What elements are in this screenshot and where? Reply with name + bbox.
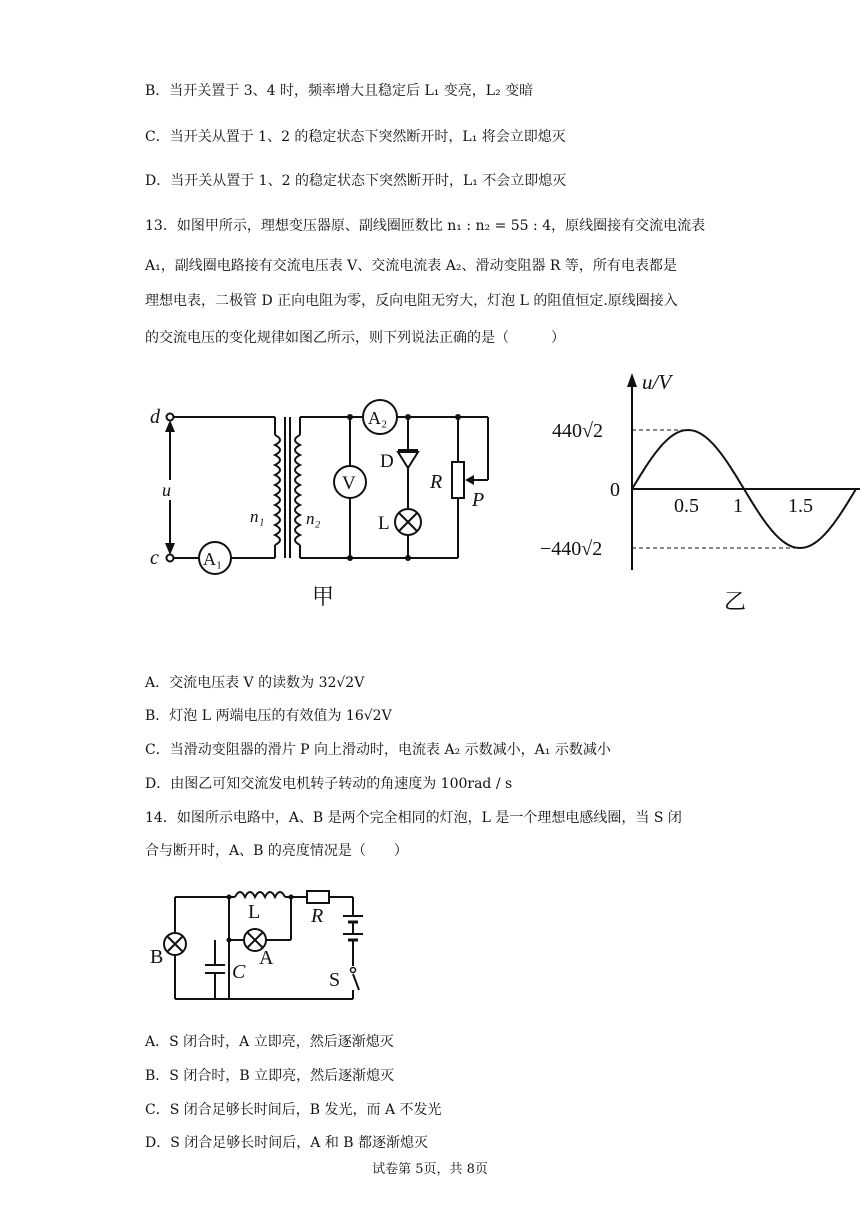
terminal-c-label: c — [150, 547, 159, 569]
axis-u-label: u/V — [642, 370, 672, 394]
diode-d-label: D — [380, 451, 394, 472]
n1-label: n₁ — [250, 507, 265, 526]
q12-option-d: D．当开关从置于 1、2 的稳定状态下突然断开时，L₁ 不会立即熄灭 — [145, 173, 567, 189]
inductor-circuit-figure — [145, 880, 375, 1010]
q13-option-b: B．灯泡 L 两端电压的有效值为 16√2V — [145, 708, 392, 724]
voltmeter-v-label: V — [342, 473, 356, 494]
lamp-l-label: L — [378, 513, 390, 534]
rheostat-r-label: R — [430, 471, 443, 493]
resistor-r-label: R — [311, 905, 324, 927]
switch-s-label: S — [329, 969, 341, 991]
n2-label: n₂ — [306, 509, 321, 528]
q13-option-c: C．当滑动变阻器的滑片 P 向上滑动时，电流表 A₂ 示数减小，A₁ 示数减小 — [145, 742, 611, 758]
figure-yi-caption: 乙 — [724, 589, 747, 614]
lamp-a-label: A — [259, 947, 274, 969]
transformer-circuit-figure — [140, 390, 510, 620]
q13-stem-line1: 13．如图甲所示，理想变压器原、副线圈匝数比 n₁ : n₂ = 55 : 4，原线圈接有交流电流表 — [145, 218, 706, 234]
lamp-b-label: B — [150, 946, 164, 968]
tick-min-label: −440√2 — [540, 538, 603, 560]
slider-p-label: P — [472, 489, 485, 511]
capacitor-c-label: C — [232, 961, 246, 983]
q13-option-d: D．由图乙可知交流发电机转子转动的角速度为 100rad / s — [145, 776, 513, 792]
ammeter-a2-label: A₂ — [368, 408, 388, 428]
q13-stem-line3: 理想电表，二极管 D 正向电阻为零，反向电阻无穷大，灯泡 L 的阻值恒定.原线圈接入 — [145, 293, 678, 309]
terminal-d-label: d — [150, 406, 160, 428]
q14-stem-line1: 14．如图所示电路中，A、B 是两个完全相同的灯泡，L 是一个理想电感线圈，当 S 闭 — [145, 810, 682, 826]
page-footer: 试卷第 5页，共 8页 — [372, 1162, 488, 1177]
tick-x-0: 0.5 — [674, 495, 699, 517]
q14-option-b: B．S 闭合时，B 立即亮，然后逐渐熄灭 — [145, 1068, 395, 1084]
q13-stem-line4: 的交流电压的变化规律如图乙所示，则下列说法正确的是（ ） — [145, 330, 565, 346]
q12-option-b: B．当开关置于 3、4 时，频率增大且稳定后 L₁ 变亮，L₂ 变暗 — [145, 83, 534, 99]
tick-x-1: 1 — [733, 495, 743, 517]
q14-option-a: A．S 闭合时，A 立即亮，然后逐渐熄灭 — [145, 1034, 394, 1050]
q14-stem-line2: 合与断开时，A、B 的亮度情况是（ ） — [145, 843, 408, 859]
tick-x-2: 1.5 — [788, 495, 813, 517]
q12-option-c: C．当开关从置于 1、2 的稳定状态下突然断开时，L₁ 将会立即熄灭 — [145, 129, 566, 145]
origin-label: 0 — [610, 479, 620, 501]
figure-jia-caption: 甲 — [312, 584, 335, 609]
voltage-waveform-figure — [540, 365, 860, 615]
q13-option-a: A．交流电压表 V 的读数为 32√2V — [145, 675, 365, 691]
inductor-l-label: L — [248, 901, 261, 923]
voltage-u-label: u — [162, 480, 171, 500]
ammeter-a1-label: A₁ — [203, 549, 223, 569]
tick-max-label: 440√2 — [552, 420, 603, 442]
q14-option-d: D．S 闭合足够长时间后，A 和 B 都逐渐熄灭 — [145, 1135, 429, 1151]
q13-stem-line2: A₁，副线圈电路接有交流电压表 V、交流电流表 A₂、滑动变阻器 R 等，所有电表都是 — [145, 258, 677, 274]
q14-option-c: C．S 闭合足够长时间后，B 发光，而 A 不发光 — [145, 1102, 442, 1118]
